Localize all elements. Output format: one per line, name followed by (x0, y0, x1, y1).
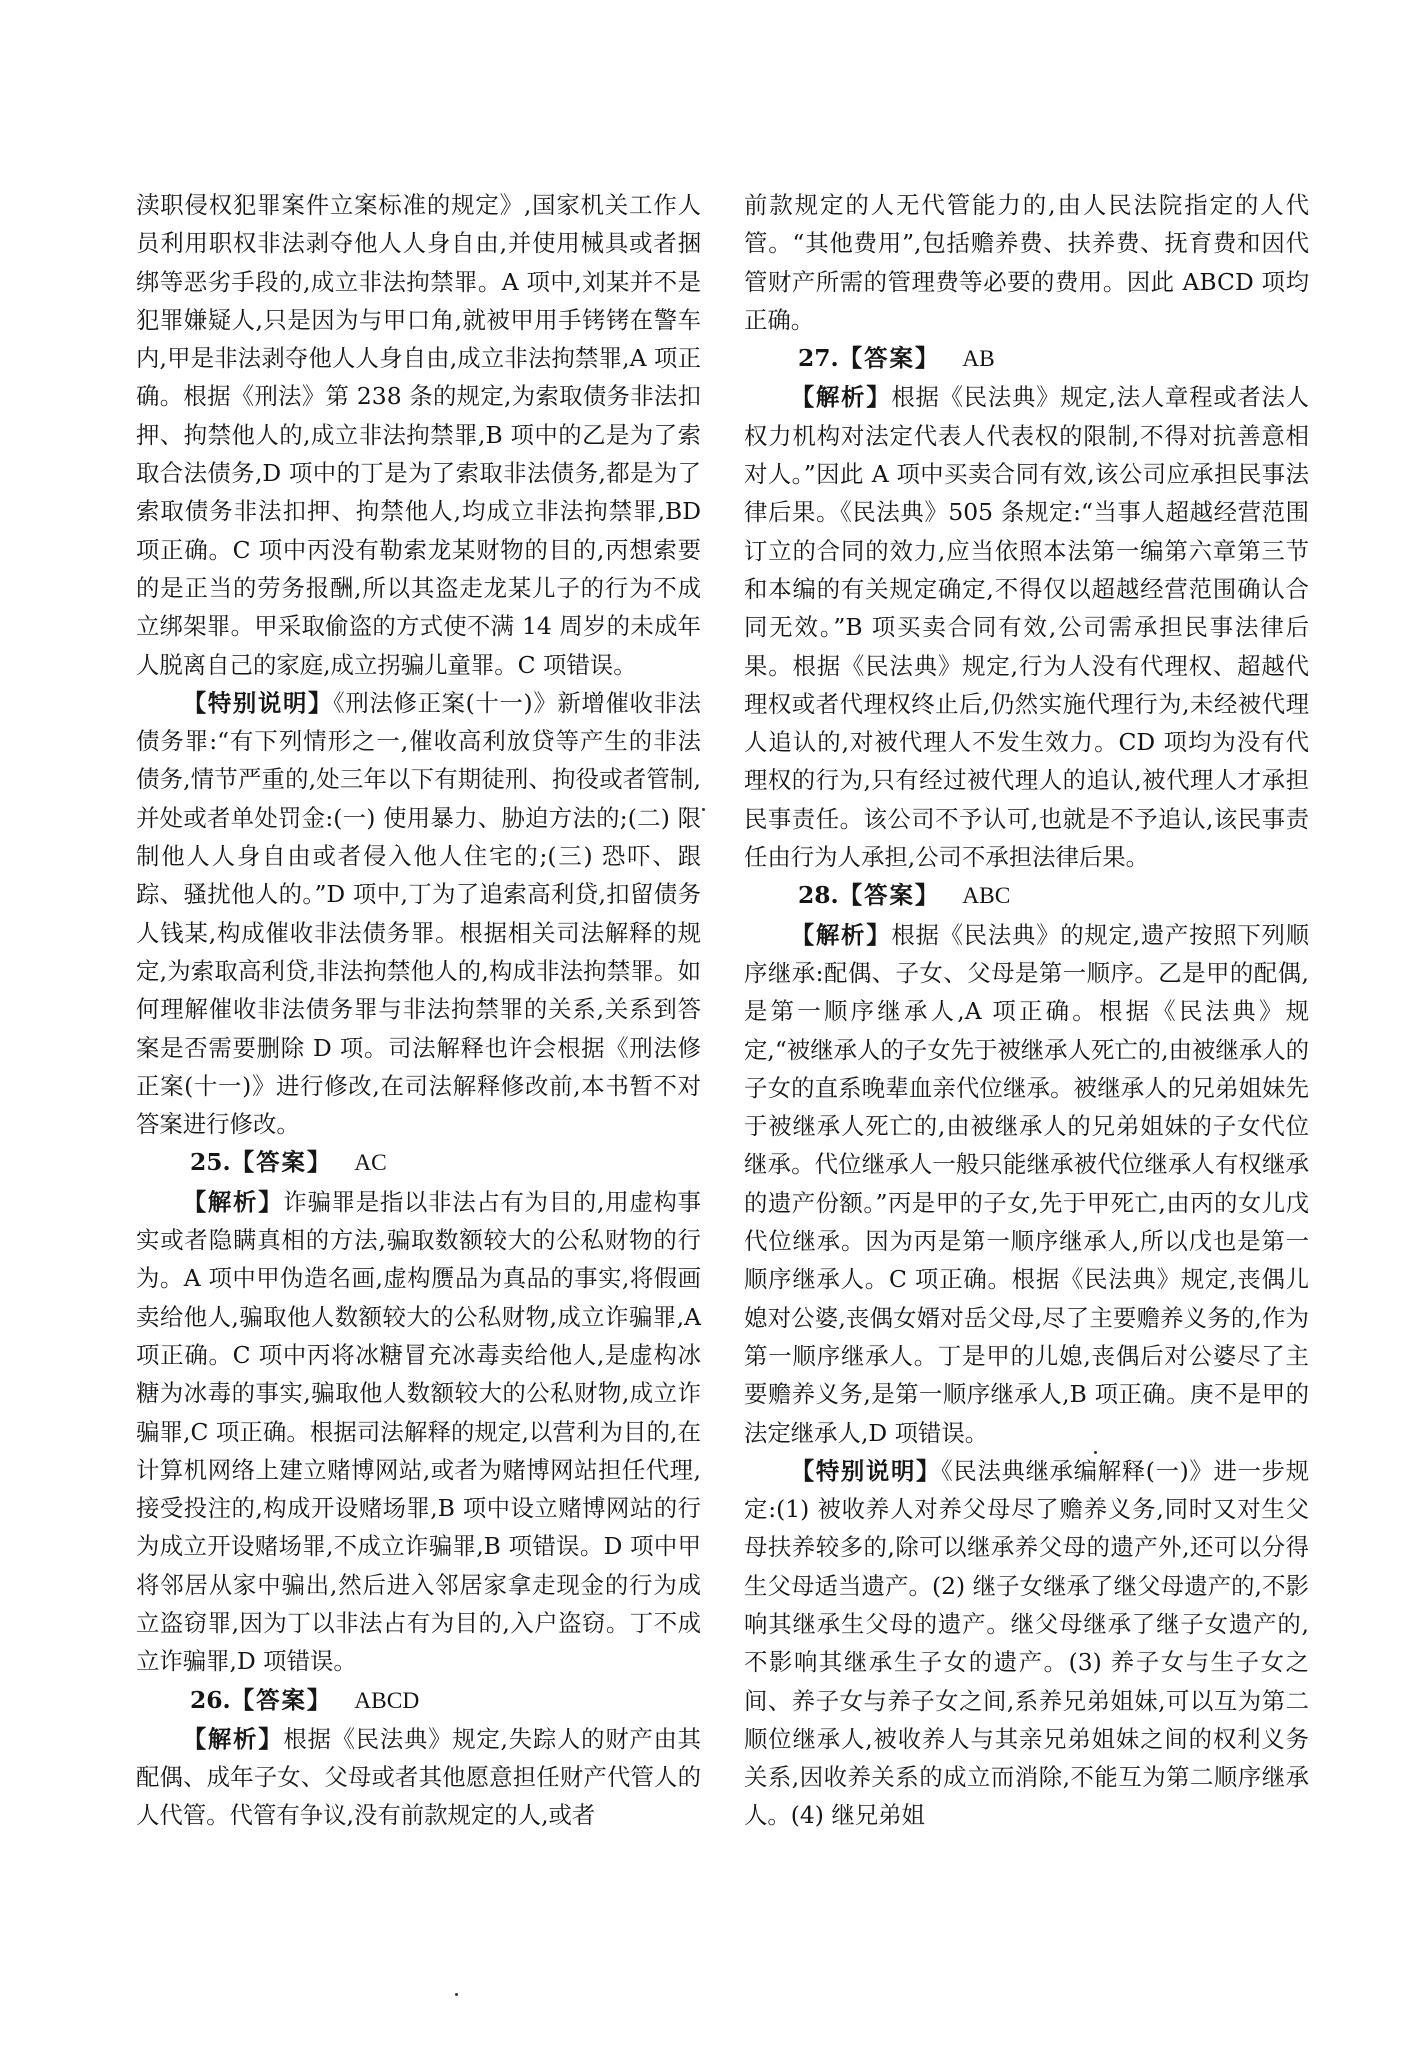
special-note-civil (744, 1452, 1309, 1835)
special-note-text: 《刑法修正案(十一)》新增催收非法债务罪:“有下列情形之一,催收高利放贷等产生的非法债务,情节严重的,处三年以下有期徒刑、拘役或者管制,并处或者单处罚金:(一) 使用暴力、胁迫方法的;(二) 限制他人人身自由或者侵入他人住宅的;(三) 恐吓、跟踪、骚扰他人的。”D 项中,丁为了追索高利贷,扣留债务人钱某,构成催收非法债务罪。根据相关司法解释的规定,为索取高利贷,非法拘禁他人的,构成非法拘禁罪。如何理解催收非法债务罪与非法拘禁罪的关系,关系到答案是否需要删除 D 项。司法解释也许会根据《刑法修正案(十一)》进行修改,在司法解释修改前,本书暂不对答案进行修改。 (136, 688, 701, 1139)
answer-label: 【答案】 (838, 881, 941, 910)
question-number: 26. (190, 1685, 231, 1714)
answer-label: 【答案】 (230, 1685, 333, 1714)
answer-value: AB (962, 346, 995, 373)
special-note-label: 【特别说明】 (182, 688, 334, 717)
special-note-criminal (136, 684, 701, 1144)
special-note-label: 【特别说明】 (790, 1456, 942, 1485)
paragraph-continuation: 前款规定的人无代管能力的,由人民法院指定的人代管。“其他费用”,包括赡养费、扶养费、抚育费和因代管财产所需的管理费等必要的费用。因此 ABCD 项均正确。 (744, 191, 1309, 334)
answer-27 (744, 339, 1309, 378)
scan-speck (455, 1993, 458, 1996)
answer-26 (136, 1681, 701, 1720)
analysis-text: 根据《民法典》规定,法人章程或者法人权力机构对法定代表人代表权的限制,不得对抗善意相对人。”因此 A 项中买卖合同有效,该公司应承担民事法律后果。《民法典》505 条规定:“当事人超越经营范围订立的合同的效力,应当依照本法第一编第六章第三节和本编的有关规定确定,不得仅以超越经营范围确认合同无效。”B 项买卖合同有效,公司需承担民事法律后果。根据《民法典》规定,行为人没有代理权、超越代理权或者代理权终止后,仍然实施代理行为,未经被代理人追认的,对被代理人不发生效力。CD 项均为没有代理权的行为,只有经过被代理人的追认,被代理人才承担民事责任。该公司不予认可,也就是不予追认,该民事责任由行为人承担,公司不承担法律后果。 (744, 383, 1310, 872)
left-column (136, 186, 701, 1835)
analysis-27 (744, 378, 1309, 876)
analysis-label: 【解析】 (182, 1724, 284, 1753)
analysis-text: 诈骗罪是指以非法占有为目的,用虚构事实或者隐瞒真相的方法,骗取数额较大的公私财物的行为。A 项中甲伪造名画,虚构赝品为真品的事实,将假画卖给他人,骗取他人数额较大的公私财物,成立诈骗罪,A 项正确。C 项中丙将冰糖冒充冰毒卖给他人,是虚构冰糖为冰毒的事实,骗取他人数额较大的公私财物,成立诈骗罪,C 项正确。根据司法解释的规定,以营利为目的,在计算机网络上建立赌博网站,或者为赌博网站担任代理,接受投注的,构成开设赌场罪,B 项中设立赌博网站的行为成立开设赌场罪,不成立诈骗罪,B 项错误。D 项中甲将邻居从家中骗出,然后进入邻居家拿走现金的行为成立盗窃罪,因为丁以非法占有为目的,入户盗窃。丁不成立诈骗罪,D 项错误。 (136, 1187, 702, 1676)
paragraph-continuation: 渎职侵权犯罪案件立案标准的规定》,国家机关工作人员利用职权非法剥夺他人人身自由,并使用械具或者捆绑等恶劣手段的,成立非法拘禁罪。A 项中,刘某并不是犯罪嫌疑人,只是因为与甲口角,就被甲用手铐铐在警车内,甲是非法剥夺他人人身自由,成立非法拘禁罪,A 项正确。根据《刑法》第 238 条的规定,为索取债务非法扣押、拘禁他人的,成立非法拘禁罪,B 项中的乙是为了索取合法债务,D 项中的丁是为了索取非法债务,都是为了索取债务非法扣押、拘禁他人,均成立非法拘禁罪,BD 项正确。C 项中丙没有勒索龙某财物的目的,丙想索要的是正当的劳务报酬,所以其盗走龙某儿子的行为不成立绑架罪。甲采取偷盗的方式使不满 14 周岁的未成年人脱离自己的家庭,成立拐骗儿童罪。C 项错误。 (136, 191, 701, 679)
scan-speck (1094, 1451, 1097, 1454)
question-number: 28. (798, 881, 839, 910)
analysis-text: 根据《民法典》规定,失踪人的财产由其配偶、成年子女、父母或者其他愿意担任财产代管人的人代管。代管有争议,没有前款规定的人,或者 (136, 1724, 702, 1830)
right-column (744, 186, 1309, 1835)
analysis-label: 【解析】 (790, 383, 892, 412)
answer-25 (136, 1143, 701, 1182)
special-note-text: 《民法典继承编解释(一)》进一步规定:(1) 被收养人对养父母尽了赡养义务,同时又对生父母扶养较多的,除可以继承养父母的遗产外,还可以分得生父母适当遗产。(2) 继子女继承了继父母遗产的,不影响其继承生父母的遗产。继父母继承了继子女遗产的,不影响其继承生子女的遗产。(3) 养子女与生子女之间、养子女与养子女之间,系养兄弟姐妹,可以互为第二顺位继承人,被收养人与其亲兄弟姐妹之间的权利义务关系,因收养关系的成立而消除,不能互为第二顺序继承人。(4) 继兄弟姐 (744, 1456, 1309, 1830)
scan-speck (702, 808, 705, 811)
answer-value: AC (354, 1150, 387, 1177)
answer-label: 【答案】 (838, 344, 941, 373)
answer-value: ABC (962, 883, 1011, 910)
analysis-text: 根据《民法典》的规定,遗产按照下列顺序继承:配偶、子女、父母是第一顺序。乙是甲的配偶,是第一顺序继承人,A 项正确。根据《民法典》规定,“被继承人的子女先于被继承人死亡的,由被继承人的子女的直系晚辈血亲代位继承。被继承人的兄弟姐妹先于被继承人死亡的,由被继承人的兄弟姐妹的子女代位继承。代位继承人一般只能继承被代位继承人有权继承的遗产份额。”丙是甲的子女,先于甲死亡,由丙的女儿戊代位继承。因为丙是第一顺序继承人,所以戊也是第一顺序继承人。C 项正确。根据《民法典》规定,丧偶儿媳对公婆,丧偶女婿对岳父母,尽了主要赡养义务的,作为第一顺序继承人。丁是甲的儿媳,丧偶后对公婆尽了主要赡养义务,是第一顺序继承人,B 项正确。庚不是甲的法定继承人,D 项错误。 (744, 920, 1310, 1447)
answer-28 (744, 876, 1309, 915)
analysis-label: 【解析】 (182, 1187, 284, 1216)
analysis-26 (136, 1720, 701, 1835)
answer-value: ABCD (354, 1687, 420, 1714)
question-number: 25. (190, 1148, 231, 1177)
analysis-25 (136, 1183, 701, 1681)
analysis-28 (744, 916, 1309, 1452)
answer-label: 【答案】 (230, 1148, 333, 1177)
question-number: 27. (798, 344, 839, 373)
analysis-label: 【解析】 (790, 920, 892, 949)
